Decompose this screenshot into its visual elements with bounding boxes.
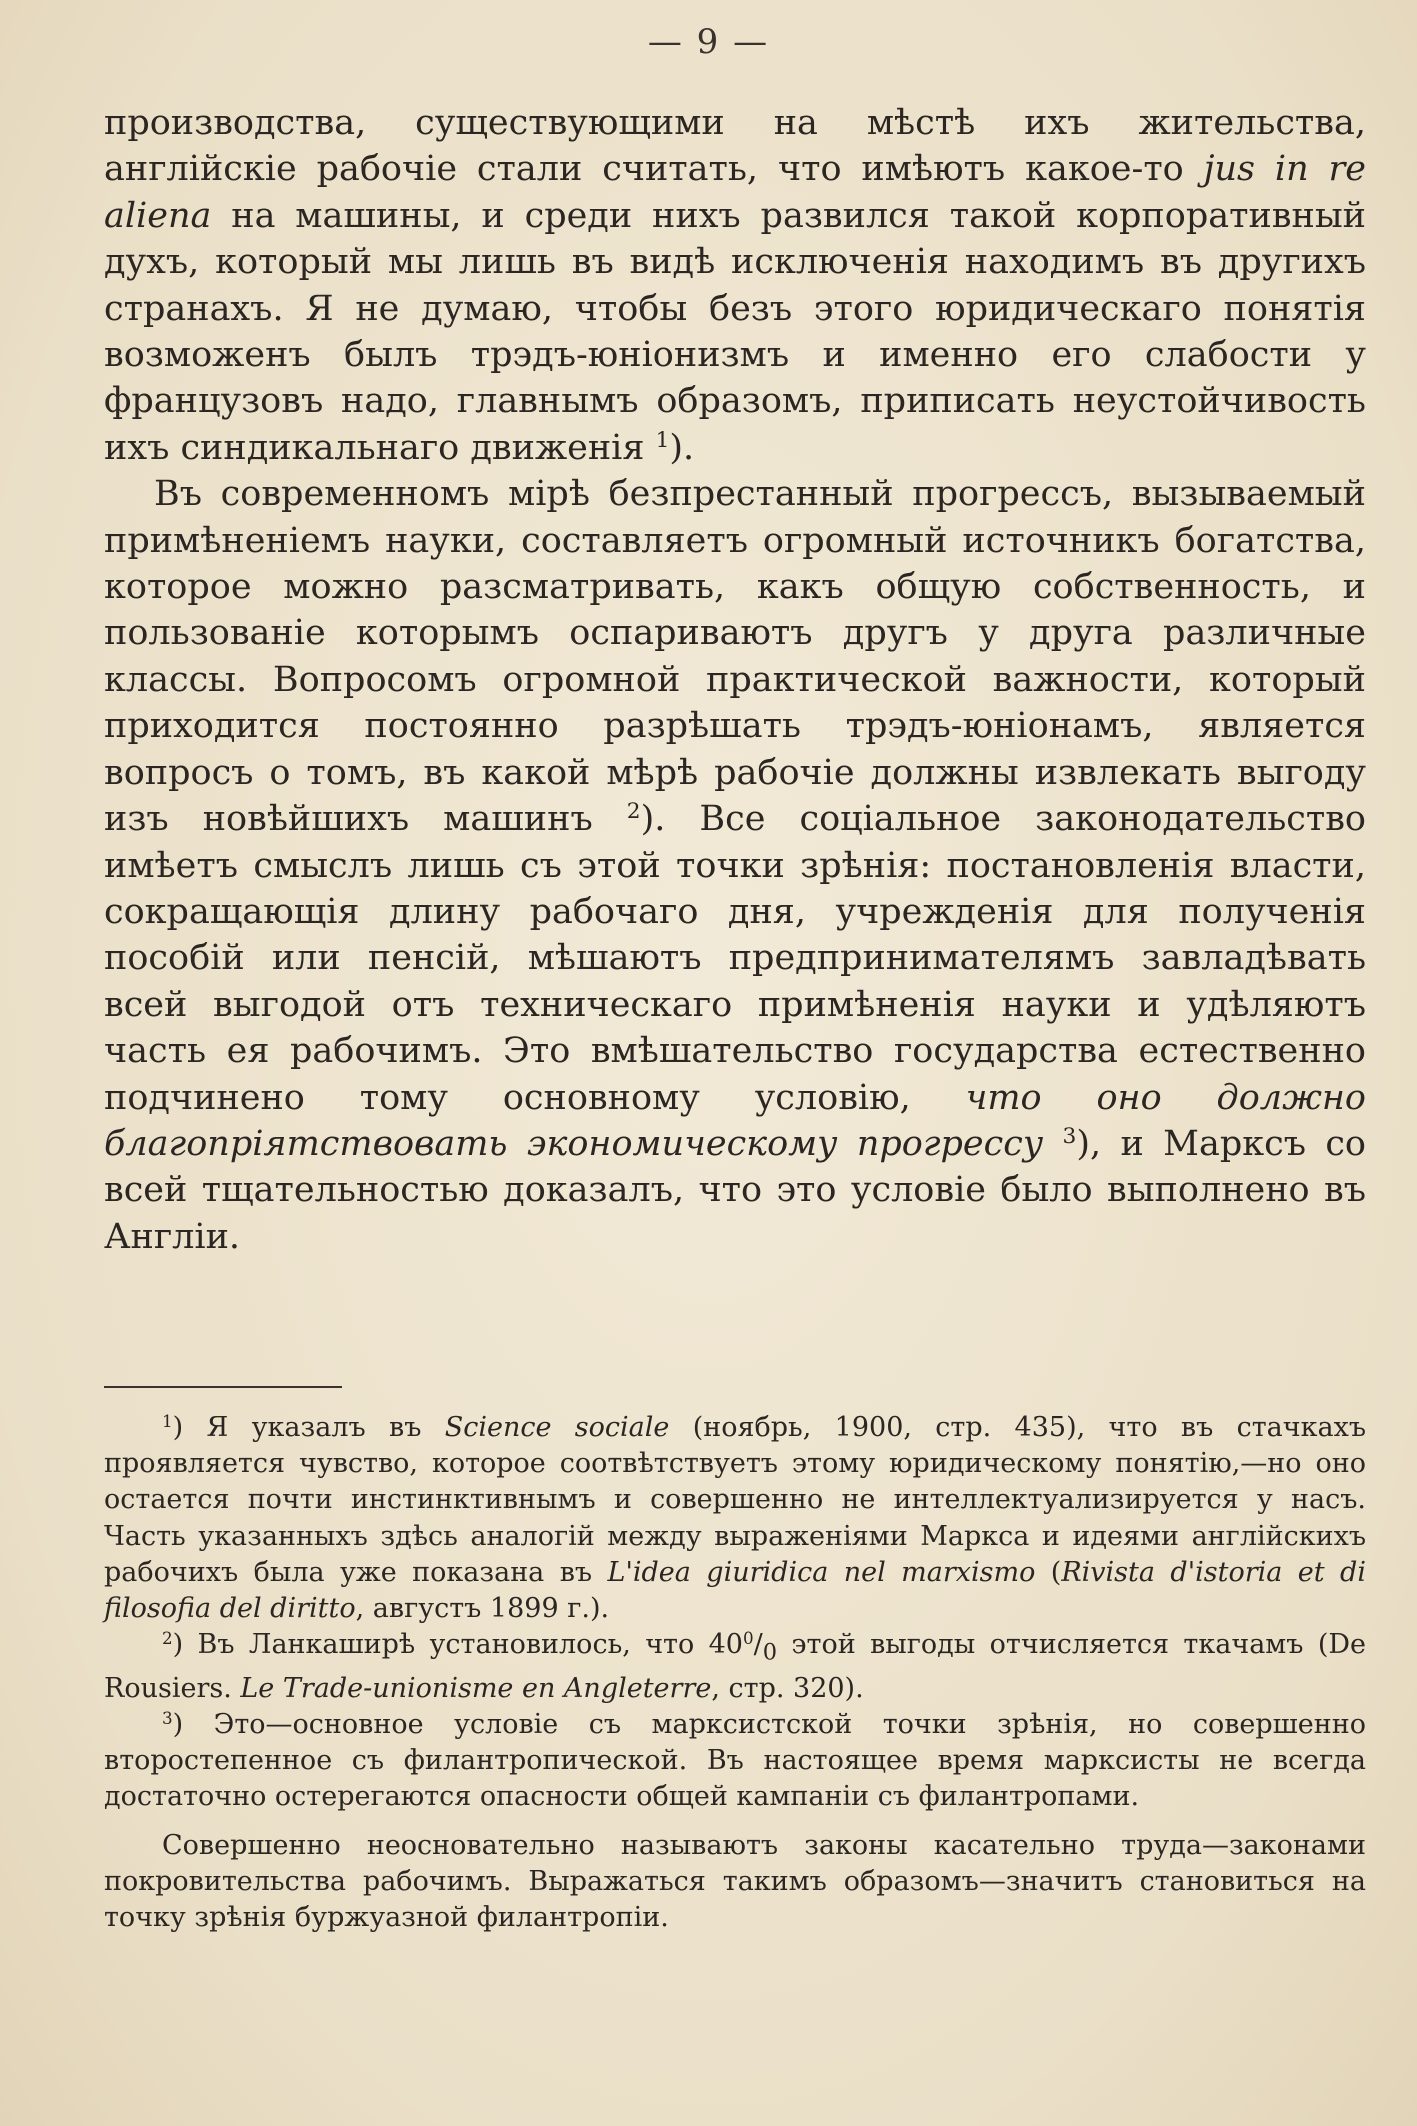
text-run: ( — [1035, 1556, 1062, 1588]
italic-title: Rivista d'istoria et di filosofia del diritto — [104, 1556, 1366, 1625]
text-run: (ноябрь, 1900, стр. 435), что въ стачкахъ проявляется чувство, которое соотвѣтствуетъ этому юридическому понятію,—но оно остается почти инстинктивнымъ и совершенно не интеллектуализируется у насъ. Часть указанныхъ здѣсь аналогій между выраженіями Маркса и идеями англійскихъ рабочихъ была уже показана въ — [104, 1412, 1366, 1588]
text-run: ), и Марксъ со всей тщательностью доказалъ, что это условіе было выполнено въ Англіи. — [104, 1123, 1366, 1257]
text-run: ) Въ Ланкаширѣ установилось, что 40 — [172, 1629, 743, 1661]
footnote-ref: 2 — [626, 799, 641, 825]
footnote-marker: 1 — [162, 1410, 173, 1431]
footnotes — [104, 1410, 1366, 1936]
footnote-2 — [104, 1627, 1366, 1707]
footnote-3 — [104, 1707, 1366, 1816]
text-run: ). — [669, 427, 695, 468]
percent-sub: 0 — [762, 1639, 778, 1666]
text-run: ). Все соціальное законодательство имѣетъ смыслъ лишь съ этой точки зрѣнія: постановленія власти, сокращающія длину рабочаго дня, учрежденія для полученія пособій или пенсій, мѣшаютъ предпринимателямъ завладѣвать всей выгодой отъ техническаго примѣненія науки и удѣляютъ часть ея рабочимъ. Это вмѣшательство государства естественно подчинено тому основному условію, — [104, 799, 1366, 1118]
footnote-ref: 3 — [1062, 1124, 1077, 1150]
footnote-marker: 2 — [162, 1628, 173, 1649]
footnote-divider — [104, 1386, 342, 1388]
text-run: производства, существующими на мѣстѣ ихъ жительства, англійскіе рабочіе стали считать, что имѣютъ какое-то — [104, 103, 1366, 190]
text-run: ) Это—основное условіе съ марксистской точки зрѣнія, но совершенно второстепенное съ филантропической. Въ настоящее время марксисты не всегда достаточно остерегаются опасности общей кампаніи съ филантропами. — [104, 1709, 1366, 1813]
text-run: ) Я указалъ въ — [172, 1412, 445, 1443]
text-run: на машины, и среди нихъ развился такой корпоративный духъ, который мы лишь въ видѣ исключенія находимъ въ другихъ странахъ. Я не думаю, чтобы безъ этого юридическаго понятія возможенъ былъ трэдъ-юніонизмъ и именно его слабости у французовъ надо, главнымъ образомъ, приписать неустойчивость ихъ синдикальнаго движенія — [104, 195, 1366, 468]
footnote-marker: 3 — [162, 1707, 173, 1728]
text-run — [1043, 1124, 1062, 1164]
paragraph-1 — [104, 100, 1366, 471]
page-number: — 9 — — [647, 22, 770, 62]
text-run: , стр. 320). — [711, 1672, 864, 1704]
percent-slash: / — [753, 1629, 763, 1661]
percent-sup: 0 — [742, 1628, 754, 1649]
footnote-ref: 1 — [655, 427, 670, 453]
italic-phrase: jus in re aliena — [104, 149, 1366, 236]
italic-title: L'idea giuridica nel marxismo — [607, 1556, 1036, 1588]
italic-phrase: что оно должно благопріятствовать экономическому прогрессу — [104, 1077, 1366, 1164]
footnote-3-continuation: Совершенно неосновательно называютъ законы касательно труда—законами покровительства рабочимъ. Выражаться такимъ образомъ—значитъ становиться на точку зрѣнія буржуазной филантропіи. — [104, 1829, 1366, 1934]
text-run: Въ современномъ мірѣ безпрестанный прогрессъ, вызываемый примѣненіемъ науки, составляетъ огромный источникъ богатства, которое можно разсматривать, какъ общую собственность, и пользованіе которымъ оспариваютъ другъ у друга различные классы. Вопросомъ огромной практической важности, который приходится постоянно разрѣшать трэдъ-юніонамъ, является вопросъ о томъ, въ какой мѣрѣ рабочіе должны извлекать выгоду изъ новѣйшихъ машинъ — [104, 474, 1366, 840]
main-text — [104, 100, 1366, 1260]
paragraph-2 — [104, 471, 1366, 1260]
footnote-1 — [104, 1410, 1366, 1627]
italic-title: Science sociale — [444, 1412, 670, 1443]
italic-title: Le Trade-unionisme en Angleterre — [240, 1672, 712, 1704]
text-run: этой выгоды отчисляется ткачамъ (De Rousiers. — [104, 1629, 1366, 1704]
text-run: , августъ 1899 г.). — [355, 1593, 610, 1625]
